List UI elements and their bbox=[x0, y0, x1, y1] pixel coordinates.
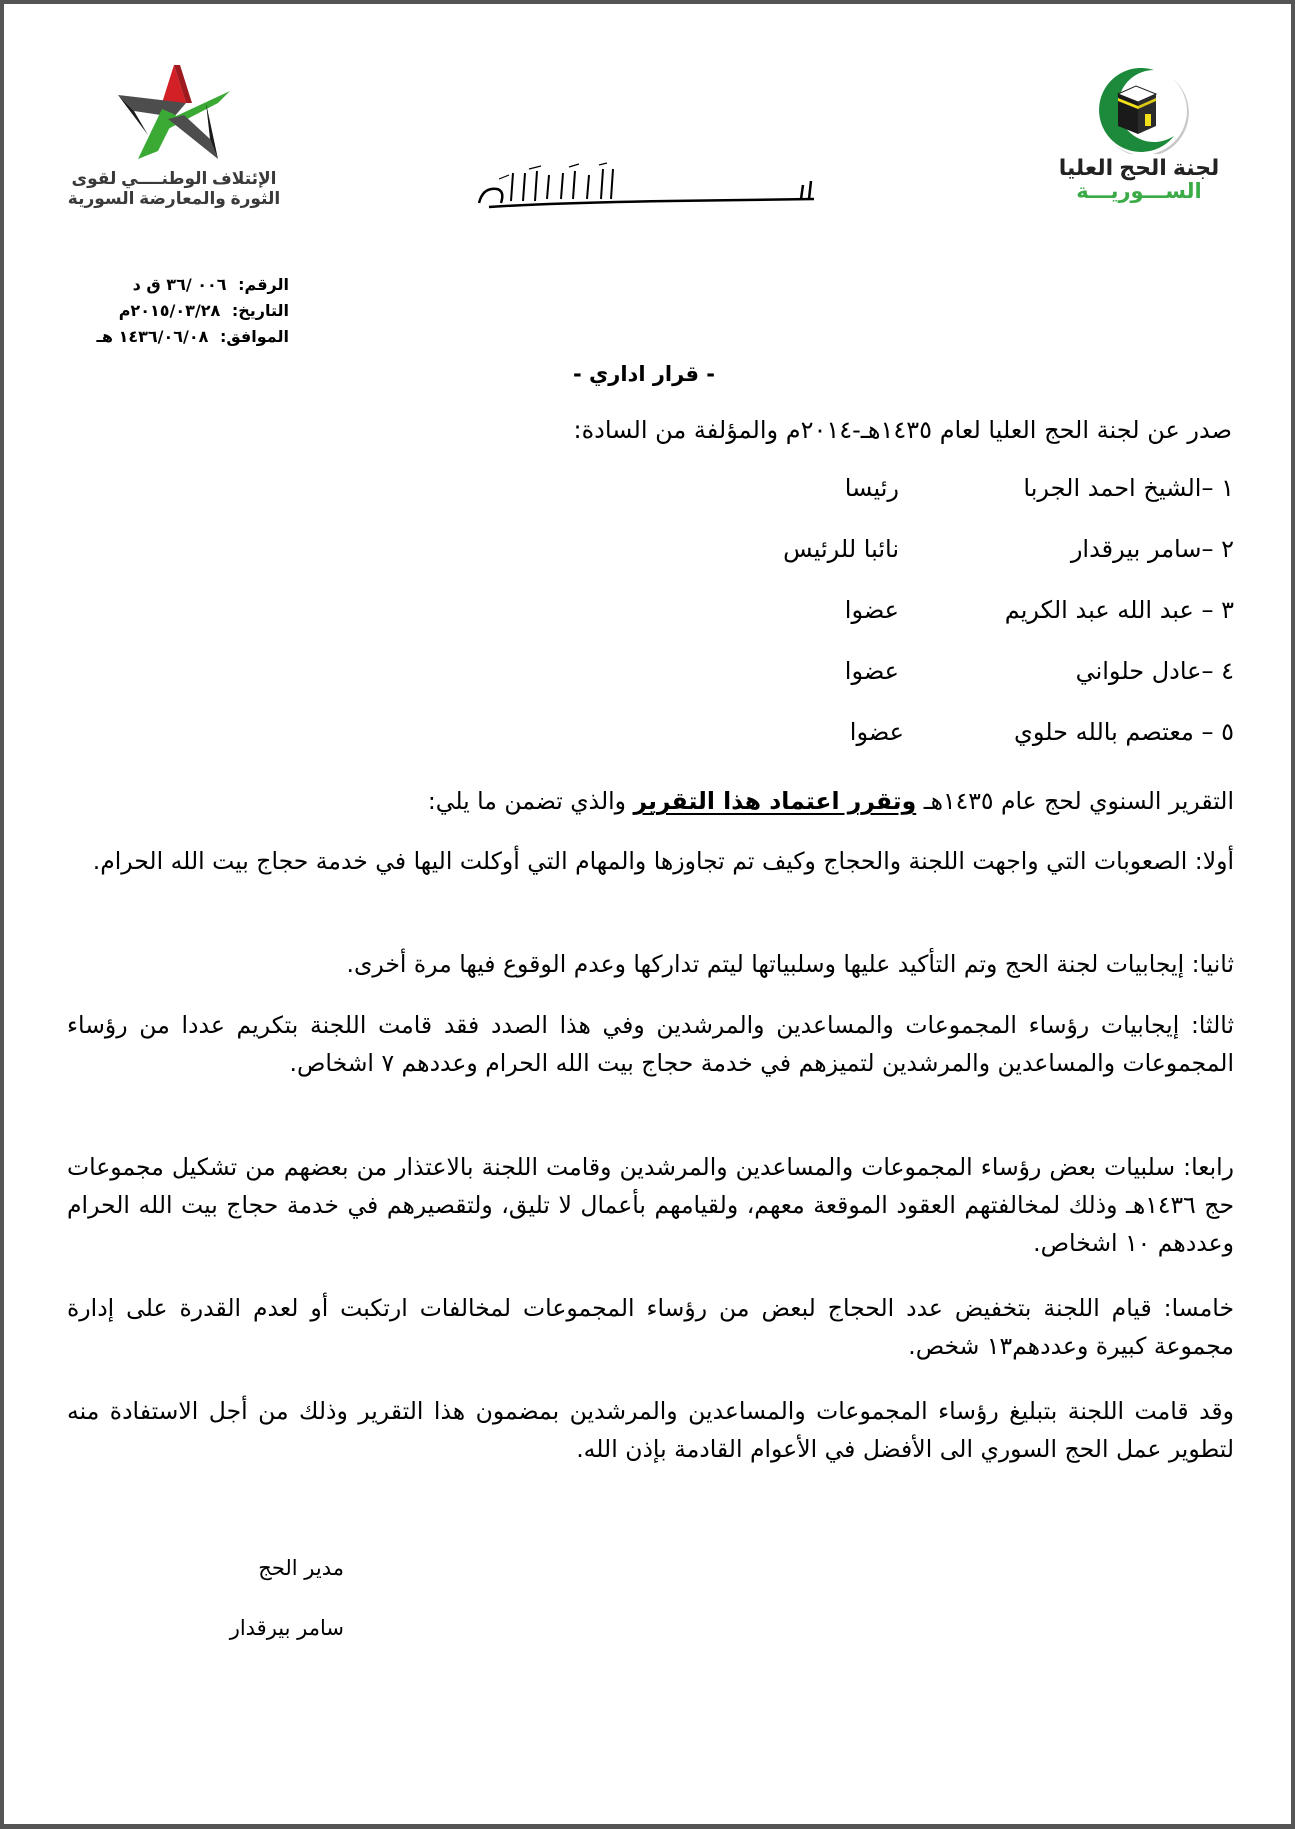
member-row bbox=[524, 657, 1234, 718]
report-statement bbox=[67, 782, 1234, 820]
point-first: أولا: الصعوبات التي واجهت اللجنة والحجاج وكيف تم تجاوزها والمهام التي أوكلت اليها في خدمة حجاج بيت الله الحرام. bbox=[92, 847, 1234, 875]
hajj-committee-name-line2: الســـوريـــة bbox=[1076, 180, 1202, 203]
document-page bbox=[4, 4, 1291, 1824]
point-second: ثانيا: إيجابيات لجنة الحج وتم التأكيد عليها وسلبياتها ليتم تداركها وعدم الوقوع فيها مرة أخرى. bbox=[346, 950, 1234, 978]
reference-number-row bbox=[64, 272, 289, 298]
member-row bbox=[524, 596, 1234, 657]
member-role: عضوا bbox=[849, 718, 904, 746]
basmala-calligraphy-icon bbox=[469, 159, 829, 219]
reference-block bbox=[64, 272, 289, 350]
member-row bbox=[524, 718, 1234, 779]
intro-sentence: صدر عن لجنة الحج العليا لعام ١٤٣٥هـ-٢٠١٤م والمؤلفة من السادة: bbox=[573, 416, 1232, 444]
member-name: ٢ –سامر بيرقدار bbox=[1070, 535, 1234, 563]
point-third: ثالثا: إيجابيات رؤساء المجموعات والمساعدين والمرشدين وفي هذا الصدد فقد قامت اللجنة بتكريم عددا من رؤساء المجموعات والمساعدين والمرشدين لتميزهم في خدمة حجاج بيت الله الحرام وعددهم ٧ اشخاص. bbox=[67, 1011, 1234, 1077]
closing-paragraph: وقد قامت اللجنة بتبليغ رؤساء المجموعات والمساعدين والمرشدين بمضمون هذا التقرير وذلك من أجل الاستفادة منه لتطوير عمل الحج السوري الى الأفضل في الأعوام القادمة بإذن الله. bbox=[67, 1397, 1234, 1463]
point-fifth: خامسا: قيام اللجنة بتخفيض عدد الحجاج لبعض من رؤساء المجموعات لمخالفات ارتكبت أو لعدم القدرة على إدارة مجموعة كبيرة وعددهم١٣ شخص. bbox=[67, 1294, 1234, 1360]
member-row bbox=[524, 535, 1234, 596]
basmala bbox=[469, 159, 829, 219]
reference-number-label: الرقم: bbox=[238, 275, 289, 294]
coalition-logo bbox=[54, 59, 294, 229]
report-approval-emphasis: وتقرر اعتماد هذا التقرير bbox=[633, 787, 917, 815]
member-name: ٥ – معتصم بالله حلوي bbox=[1014, 718, 1234, 746]
reference-hijri-row bbox=[64, 324, 289, 350]
report-statement-before: التقرير السنوي لحج عام ١٤٣٥هـ bbox=[916, 787, 1234, 815]
member-name: ٣ – عبد الله عبد الكريم bbox=[1004, 596, 1234, 624]
coalition-name-line1: الإئتلاف الوطنــــي لقوى bbox=[71, 169, 277, 188]
signature-name: سامر بيرقدار bbox=[229, 1616, 344, 1640]
member-role: عضوا bbox=[844, 596, 899, 624]
member-role: عضوا bbox=[844, 657, 899, 685]
member-name: ٤ –عادل حلواني bbox=[1075, 657, 1234, 685]
reference-hijri-value: ١٤٣٦/٠٦/٠٨ هـ bbox=[96, 327, 209, 346]
reference-hijri-label: الموافق: bbox=[219, 327, 289, 346]
member-role: نائبا للرئيس bbox=[783, 535, 899, 563]
report-statement-after: والذي تضمن ما يلي: bbox=[427, 787, 634, 815]
member-row bbox=[524, 474, 1234, 535]
reference-date-value: ٢٠١٥/٠٣/٢٨م bbox=[118, 301, 221, 320]
reference-number-value: ٠٠٦ /٣٦ ق د bbox=[132, 275, 227, 294]
signature-title: مدير الحج bbox=[258, 1556, 344, 1580]
point-fourth: رابعا: سلبيات بعض رؤساء المجموعات والمساعدين والمرشدين وقامت اللجنة بالاعتذار من بعضهم من تشكيل مجموعات حج ١٤٣٦هـ وذلك لمخالفتهم العقود الموقعة معهم، ولقيامهم بأعمال لا تليق، ولتقصيرهم في خدمة حجاج بيت الله الحرام وعددهم ١٠ اشخاص. bbox=[67, 1153, 1234, 1257]
document-title: - قرار اداري - bbox=[573, 362, 715, 386]
coalition-name-line2: الثورة والمعارضة السورية bbox=[67, 189, 281, 208]
kaaba-crescent-icon bbox=[1084, 64, 1194, 154]
member-role: رئيسا bbox=[844, 474, 899, 502]
reference-date-label: التاريخ: bbox=[231, 301, 289, 320]
member-name: ١ –الشيخ احمد الجربا bbox=[1023, 474, 1234, 502]
hajj-committee-name-line1: لجنة الحج العليا bbox=[1058, 155, 1220, 180]
committee-members-list bbox=[524, 474, 1234, 779]
coalition-star-icon bbox=[114, 59, 234, 169]
reference-date-row bbox=[64, 298, 289, 324]
hajj-committee-logo bbox=[1039, 64, 1239, 224]
